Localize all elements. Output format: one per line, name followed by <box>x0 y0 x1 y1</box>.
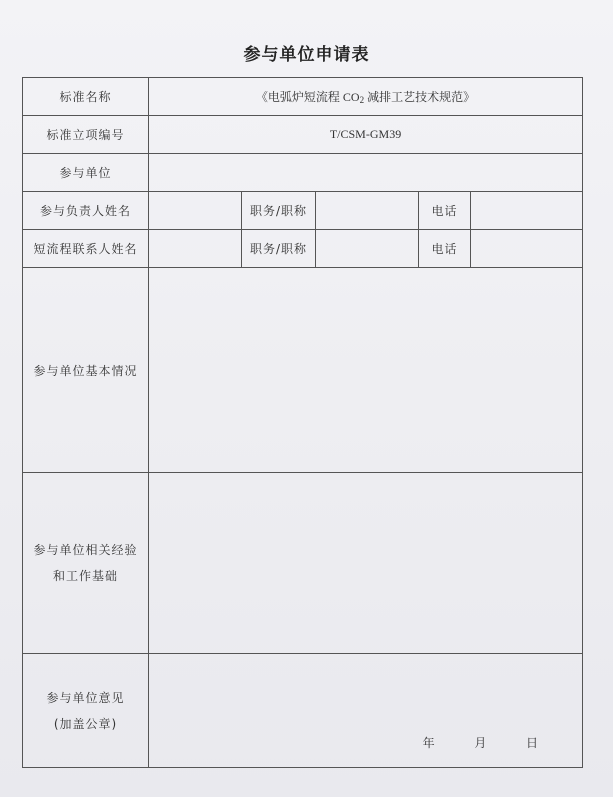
row-participant-unit <box>23 154 583 192</box>
date-day-label: 日 <box>526 736 539 750</box>
experience-field[interactable] <box>149 473 583 654</box>
application-form-table <box>22 77 583 768</box>
row-basic-info <box>23 268 583 473</box>
form-title: 参与单位申请表 <box>243 45 370 65</box>
contact-position-label: 职务/职称 <box>242 230 316 268</box>
participant-unit-label: 参与单位 <box>23 154 149 192</box>
standard-name-value <box>149 78 583 116</box>
opinion-label-line2: (加盖公章) <box>53 716 118 731</box>
participant-unit-field[interactable] <box>149 154 583 192</box>
experience-label-line1: 参与单位相关经验 <box>33 543 138 557</box>
responsible-person-name-field[interactable] <box>149 192 242 230</box>
row-responsible-person <box>23 192 583 230</box>
contact-phone-label: 电话 <box>419 230 471 268</box>
opinion-field[interactable] <box>149 654 583 768</box>
responsible-position-field[interactable] <box>316 192 419 230</box>
responsible-phone-field[interactable] <box>471 192 583 230</box>
opinion-label <box>23 654 149 768</box>
responsible-phone-label: 电话 <box>419 192 471 230</box>
row-project-number <box>23 116 583 154</box>
standard-name-label: 标准名称 <box>23 78 149 116</box>
standard-name-suffix: 减排工艺技术规范》 <box>364 90 476 104</box>
row-experience <box>23 473 583 654</box>
standard-name-prefix: 《电弧炉短流程 CO <box>255 90 360 104</box>
experience-label-line2: 和工作基础 <box>52 569 118 583</box>
basic-info-label: 参与单位基本情况 <box>23 268 149 473</box>
experience-label <box>23 473 149 654</box>
contact-person-name-field[interactable] <box>149 230 242 268</box>
row-opinion <box>23 654 583 768</box>
contact-person-label: 短流程联系人姓名 <box>23 230 149 268</box>
project-number-label: 标准立项编号 <box>23 116 149 154</box>
row-standard-name <box>23 78 583 116</box>
date-line <box>423 734 538 751</box>
contact-position-field[interactable] <box>316 230 419 268</box>
date-month-label: 月 <box>474 736 487 750</box>
project-number-value: T/CSM-GM39 <box>149 116 583 154</box>
basic-info-field[interactable] <box>149 268 583 473</box>
date-year-label: 年 <box>422 736 435 750</box>
standard-name-subscript: 2 <box>359 95 365 105</box>
responsible-person-label: 参与负责人姓名 <box>23 192 149 230</box>
responsible-position-label: 职务/职称 <box>242 192 316 230</box>
row-contact-person <box>23 230 583 268</box>
contact-phone-field[interactable] <box>471 230 583 268</box>
opinion-label-line1: 参与单位意见 <box>46 690 125 705</box>
